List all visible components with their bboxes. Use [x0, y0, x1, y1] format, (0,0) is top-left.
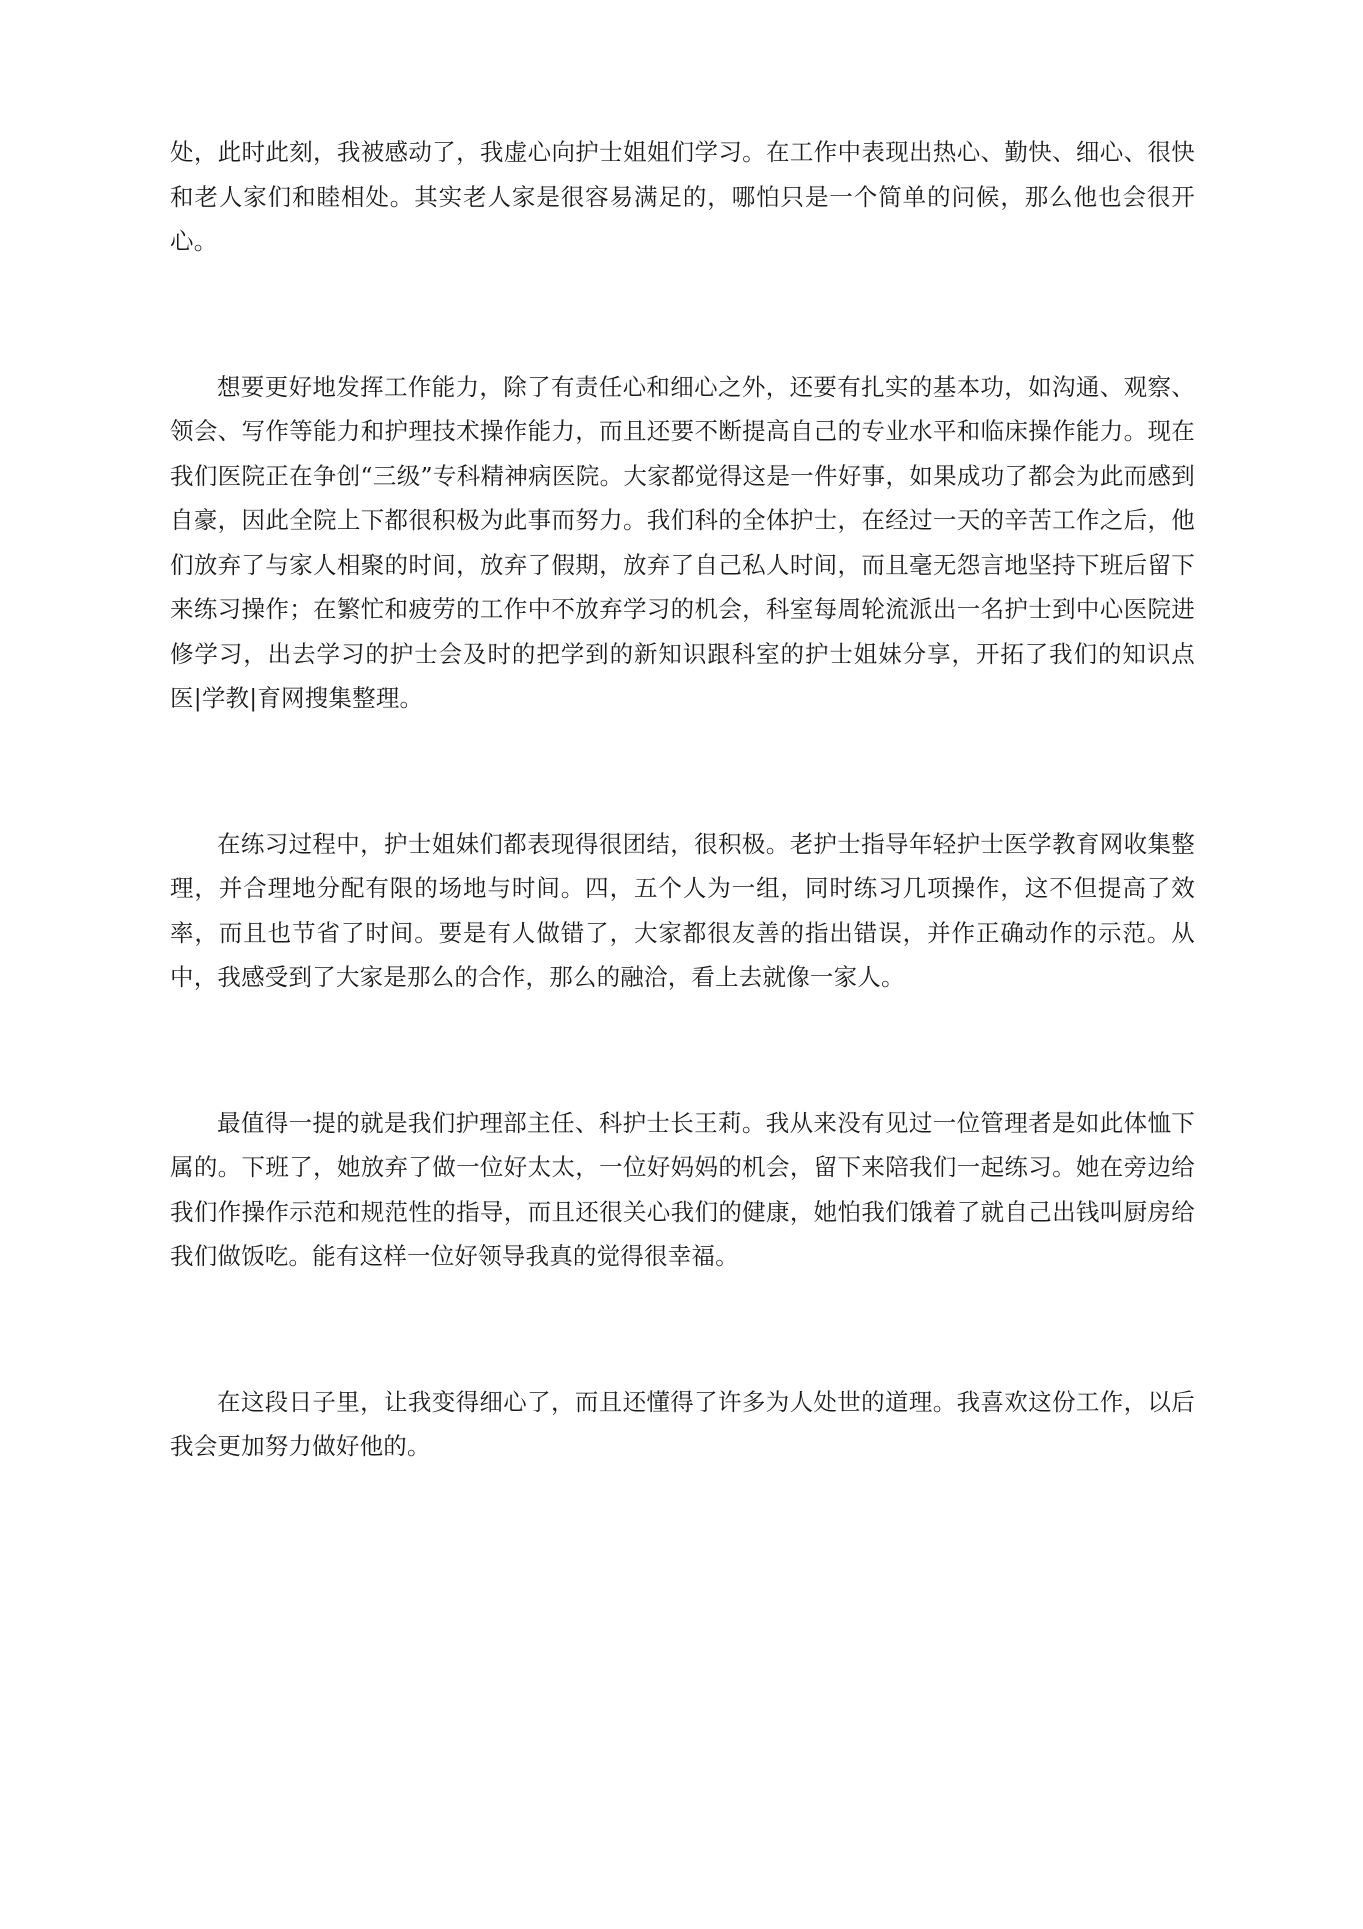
paragraph-4: 最值得一提的就是我们护理部主任、科护士长王莉。我从来没有见过一位管理者是如此体恤下属的。下班了，她放弃了做一位好太太，一位好妈妈的机会，留下来陪我们一起练习。她在旁边给我们作操作示范和规范性的指导，而且还很关心我们的健康，她怕我们饿着了就自己出钱叫厨房给我们做饭吃。能有这样一位好领导我真的觉得很幸福。: [170, 1108, 1195, 1270]
paragraph-1: 处，此时此刻，我被感动了，我虚心向护士姐姐们学习。在工作中表现出热心、勤快、细心、很快和老人家们和睦相处。其实老人家是很容易满足的，哪怕只是一个简单的问候，那么他也会很开心。: [170, 138, 1195, 255]
paragraph-3: 在练习过程中，护士姐妹们都表现得很团结，很积极。老护士指导年轻护士医学教育网收集整理，并合理地分配有限的场地与时间。四，五个人为一组，同时练习几项操作，这不但提高了效率，而且也节省了时间。要是有人做错了，大家都很友善的指出错误，并作正确动作的示范。从中，我感受到了大家是那么的合作，那么的融洽，看上去就像一家人。: [170, 829, 1195, 991]
paragraph-spacer: [170, 721, 1195, 822]
document-body: [170, 130, 1195, 1469]
paragraph-spacer: [170, 1000, 1195, 1101]
paragraph-spacer: [170, 264, 1195, 365]
paragraph-spacer: [170, 1279, 1195, 1380]
paragraph-2: 想要更好地发挥工作能力，除了有责任心和细心之外，还要有扎实的基本功，如沟通、观察、领会、写作等能力和护理技术操作能力，而且还要不断提高自己的专业水平和临床操作能力。现在我们医院正在争创“三级”专科精神病医院。大家都觉得这是一件好事，如果成功了都会为此而感到自豪，因此全院上下都很积极为此事而努力。我们科的全体护士，在经过一天的辛苦工作之后，他们放弃了与家人相聚的时间，放弃了假期，放弃了自己私人时间，而且毫无怨言地坚持下班后留下来练习操作；在繁忙和疲劳的工作中不放弃学习的机会，科室每周轮流派出一名护士到中心医院进修学习，出去学习的护士会及时的把学到的新知识跟科室的护士姐妹分享，开拓了我们的知识点医|学教|育网搜集整理。: [170, 372, 1195, 712]
paragraph-5: 在这段日子里，让我变得细心了，而且还懂得了许多为人处世的道理。我喜欢这份工作，以后我会更加努力做好他的。: [170, 1387, 1195, 1460]
